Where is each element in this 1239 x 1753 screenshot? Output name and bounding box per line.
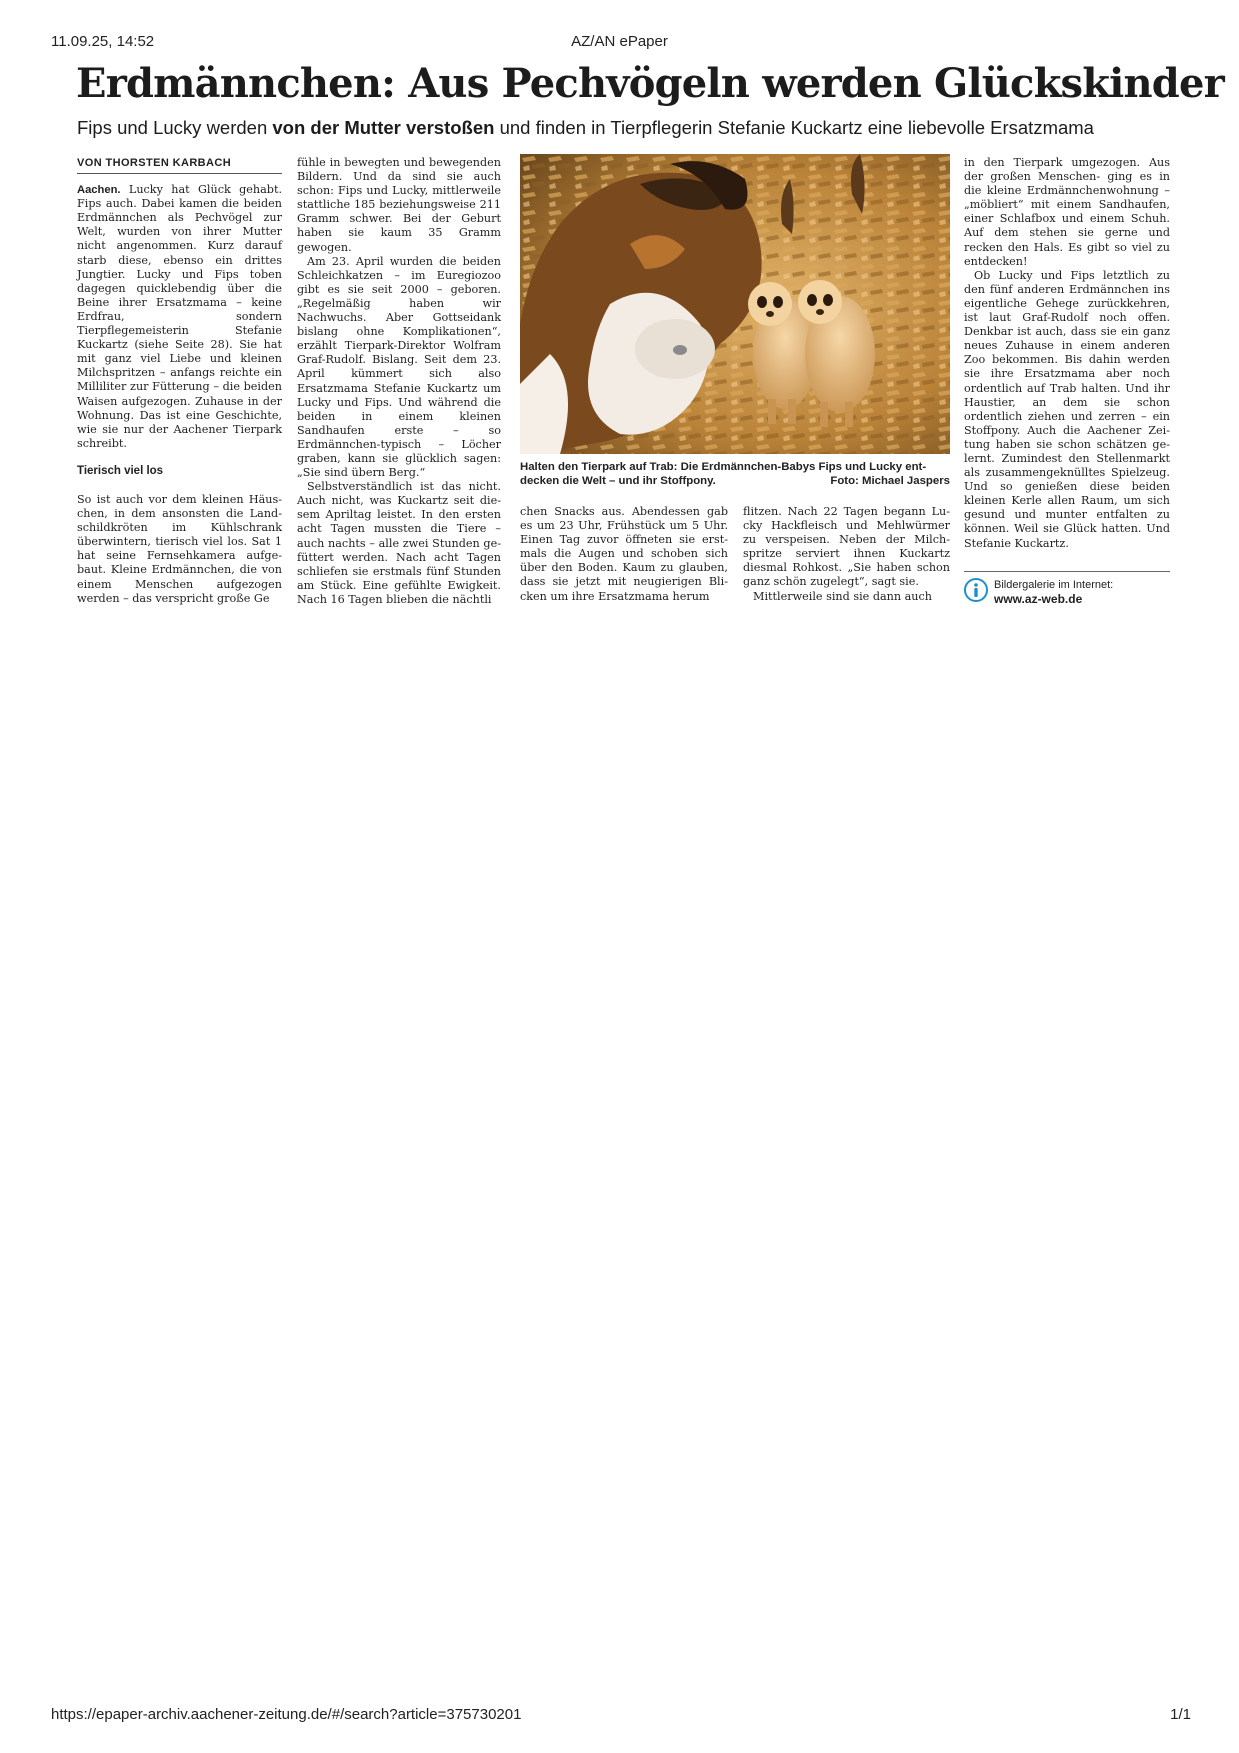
article-column-3 xyxy=(520,505,728,604)
paragraph: fühle in bewegten und bewegenden Bildern. Und da sind sie auch schon: Fips und Lucky, mittlerweile stattliche 185 beziehungsweise 211 Gramm schwer. Bei der Geburt haben sie kaum 35 Gramm gewogen. xyxy=(297,156,501,254)
subheading: Tierisch viel los xyxy=(77,464,164,477)
photo-illustration xyxy=(520,154,950,454)
paragraph: Am 23. April wurden die beiden Schleichkatzen – im Euregiozoo gibt es sie seit 2000 – geboren. „Regelmäßig haben wir Nachwuchs. Aber Gottseidank bislang ohne Komplikationen“, erzählt Tierpark-Direktor Wolfram Graf-Rudolf. Bislang. Seit dem 23. April kümmert sich also Ersatzmama Stefanie Kuckartz um Lucky und Fips. Und während die beiden in einem kleinen Sandhaufen erste – so Erdmännchen-typisch – Löcher graben, kann sie glücklich sagen: „Sie sind übern Berg.“ xyxy=(297,254,501,480)
caption-text: Halten den Tierpark auf Trab: Die Erdmännchen-Babys Fips und Lucky entdecken die Welt – und ihr Stoffpony. xyxy=(520,461,927,487)
paragraph: flitzen. Nach 22 Tagen begann Lucky Hackfleisch und Mehlwürmer zu verspeisen. Neben der Milchspritze serviert ihnen Kuckartz diesmal Rohkost. „Sie haben schon ganz schön zugelegt“, sagt sie. xyxy=(743,505,950,589)
print-url[interactable]: https://epaper-archiv.aachener-zeitung.de/#/search?article=375730201 xyxy=(51,1706,522,1723)
photo-caption xyxy=(520,460,950,488)
paragraph: Mittlerweile sind sie dann auch xyxy=(753,589,932,603)
subline-post: und finden in Tierpflegerin Stefanie Kuckartz eine liebevolle Ersatzmama xyxy=(494,117,1094,138)
info-circle-icon xyxy=(964,578,988,602)
article-subline xyxy=(77,117,1177,139)
subline-bold: von der Mutter verstoßen xyxy=(272,117,495,138)
meerkat-photo xyxy=(520,154,950,454)
article-column-2 xyxy=(297,156,501,607)
print-datetime: 11.09.25, 14:52 xyxy=(51,33,155,50)
lead-paragraph xyxy=(77,183,282,451)
article-headline: Erdmännchen: Aus Pechvögeln werden Glückskinder xyxy=(76,60,1224,107)
article-column-1 xyxy=(77,156,282,606)
paragraph: chen Snacks aus. Abendessen gab es um 23 Uhr, Frühstück um 5 Uhr. Einen Tag zuvor öffneten sie erstmals die Augen und schoben sich über den Boden. Kaum zu glauben, dass sie jetzt mit neugierigen Blicken um ihre Ersatzmama herum xyxy=(520,505,728,603)
dateline: Aachen. xyxy=(77,184,121,197)
gallery-info-text xyxy=(994,578,1170,606)
subline-pre: Fips und Lucky werden xyxy=(77,117,273,138)
paragraph: So ist auch vor dem kleinen Häuschen, in dem ansonsten die Landschildkröten im Kühlschrank überwintern, tierisch viel los. Sat 1 hat seine Fernsehkamera aufgebaut. Kleine Erdmännchen, die von einem Menschen aufgezogen werden – das verspricht große Ge xyxy=(77,492,282,605)
photo-credit: Foto: Michael Jaspers xyxy=(830,475,950,487)
article-column-5 xyxy=(964,156,1170,551)
print-page-count: 1/1 xyxy=(1170,1706,1191,1723)
author-byline: VON THORSTEN KARBACH xyxy=(77,156,282,174)
print-site-title: AZ/AN ePaper xyxy=(571,33,668,50)
lead-text: Lucky hat Glück gehabt. Fips auch. Dabei kamen die beiden Erdmännchen als Pechvögel zur Welt, wurden von ihrer Mutter nicht angenommen. Kurz darauf starb diese, ebenso ein drittes Jungtier. Lucky und Fips toben dagegen quicklebendig über die Beine ihrer Ersatzmama – keine Erdfrau, sondern Tierpflegemeisterin Stefanie Kuckartz (siehe Seite 28). Sie hat mit ganz viel Liebe und kleinen Milchspritzen – anfangs reichte ein Milliliter zur Fütterung – die beiden Waisen aufgezogen. Zuhause in der Wohnung. Das ist eine Geschichte, wie sie nur der Aachener Tierpark schreibt. xyxy=(77,183,282,450)
article-column-4 xyxy=(743,505,950,604)
gallery-link[interactable]: www.az-web.de xyxy=(994,592,1083,606)
paragraph: Selbstverständlich ist das nicht. Auch nicht, was Kuckartz seit diesem Apriltag leistet. In den ersten acht Tagen mussten die Tiere – auch nachts – alle zwei Stunden gefüttert werden. Nach acht Tagen schliefen sie erstmals fünf Stunden am Stück. Eine gefühlte Ewigkeit. Nach 16 Tagen blieben die nächtli xyxy=(297,480,501,606)
paragraph: in den Tierpark umgezogen. Aus der großen Menschen- ging es in die kleine Erdmännchenwohnung – „möbliert“ mit einem Sandhaufen, einer Schlafbox und einem Schuh. Auf dem stehen sie gerne und recken den Hals. Es gibt so viel zu entdecken! xyxy=(964,156,1170,268)
paragraph: Ob Lucky und Fips letztlich zu den fünf anderen Erdmännchen ins eigentliche Gehege zurückkehren, ist laut Graf-Rudolf noch offen. Denkbar ist auch, dass sie ein ganz neues Zuhause in einem anderen Zoo bekommen. Bis dahin werden sie ihre Ersatzmama aber noch ordentlich auf Trab halten. Und ihr Haustier, an dem sie schon ordentlich ziehen und zerren – ein Stoffpony. Auch die Aachener Zeitung haben sie schon schätzen gelernt. Zumindest den Stellenmarkt als zusammengeknülltes Spielzeug. Und so genießen diese beiden kleinen Kerle allen Raum, um sich gesund und munter entfalten zu können. Weil sie Glück hatten. Und Stefanie Kuckartz. xyxy=(964,268,1170,550)
gallery-label: Bildergalerie im Internet: xyxy=(994,579,1114,591)
gallery-info-box xyxy=(964,571,1170,606)
